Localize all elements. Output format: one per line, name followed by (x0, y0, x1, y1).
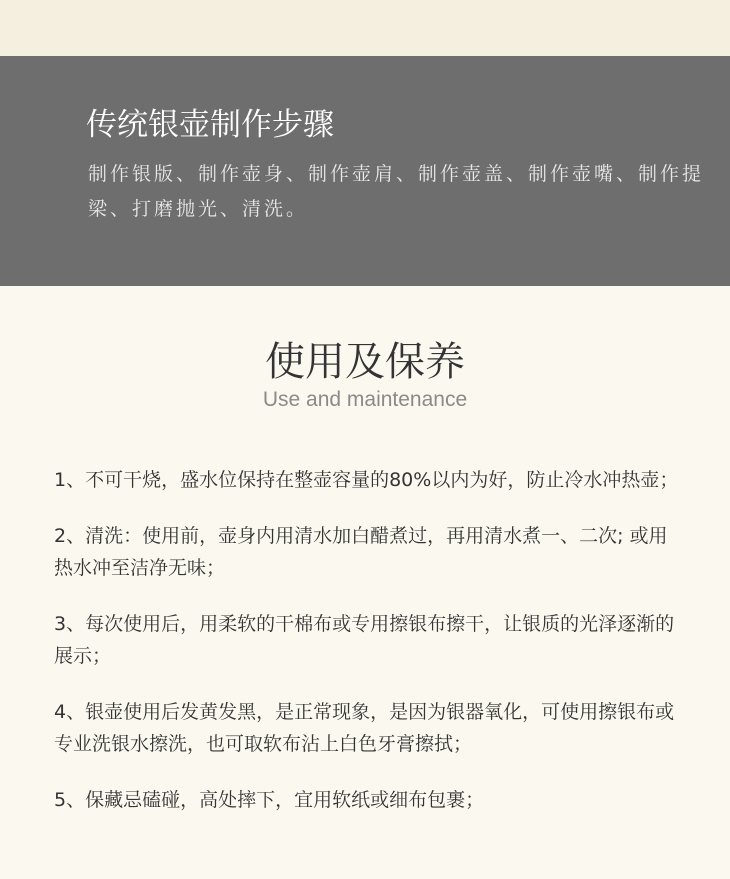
care-item-1: 1、不可干烧，盛水位保持在整壶容量的80%以内为好，防止冷水冲热壶； (54, 469, 679, 491)
care-item-5: 5、保藏忌磕碰，高处摔下，宜用软纸或细布包裹； (54, 789, 485, 811)
care-list (54, 464, 680, 840)
steps-description: 制作银版、制作壶身、制作壶肩、制作壶盖、制作壶嘴、制作提梁、打磨抛光、清洗。 (88, 163, 705, 220)
care-item-2: 2、清洗：使用前，壶身内用清水加白醋煮过，再用清水煮一、二次; 或用热水冲至洁净无味； (54, 525, 668, 579)
care-item-3: 3、每次使用后，用柔软的干棉布或专用擦银布擦干，让银质的光泽逐渐的展示； (54, 613, 675, 667)
care-title: 使用及保养 (265, 339, 465, 385)
care-subtitle: Use and maintenance (262, 388, 468, 411)
care-item-4: 4、银壶使用后发黄发黑，是正常现象，是因为银器氧化，可使用擦银布或专业洗银水擦洗，也可取软布沾上白色牙膏擦拭； (54, 701, 675, 755)
top-band (0, 0, 730, 56)
steps-title: 传统银壶制作步骤 (86, 107, 334, 143)
